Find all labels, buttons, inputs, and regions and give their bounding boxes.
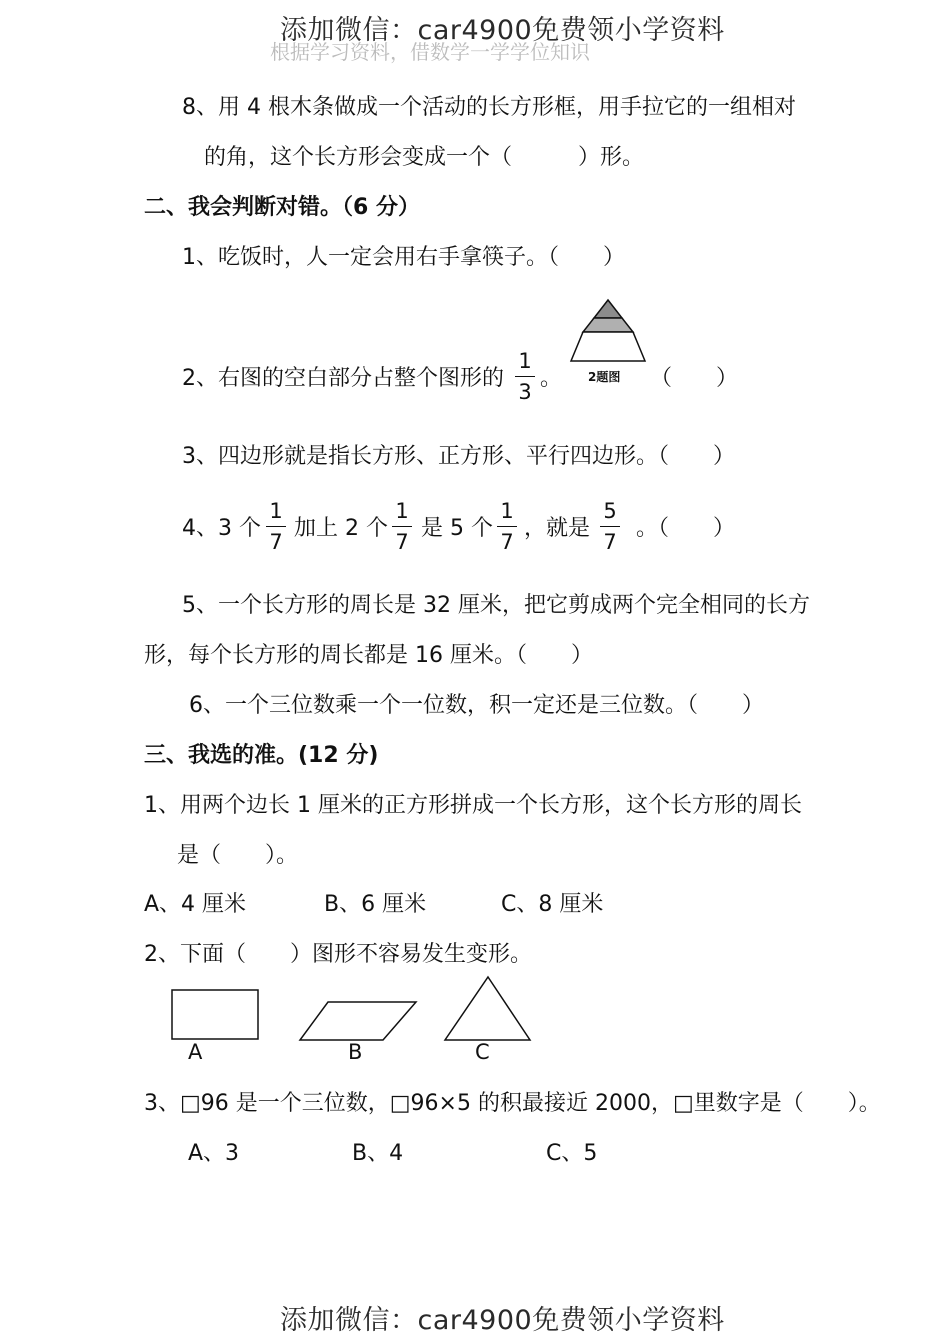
s3-q3: 3、□96 是一个三位数，□96×5 的积最接近 2000，□里数字是（ ）。	[144, 1091, 881, 1116]
s2-q1: 1、吃饭时，人一定会用右手拿筷子。（ ）	[182, 245, 625, 270]
s2-q4-e: 。（ ）	[636, 516, 736, 541]
s2-q2-end: 。	[540, 366, 563, 391]
fraction-bar	[266, 526, 286, 527]
q8-line2: 的角，这个长方形会变成一个（ ）形。	[204, 145, 645, 170]
s2-q6: 6、一个三位数乘一个一位数，积一定还是三位数。（ ）	[189, 693, 764, 718]
fraction-numerator: 1	[269, 499, 283, 523]
s2-q2-paren: （ ）	[650, 366, 739, 391]
fraction-denominator: 7	[603, 530, 617, 554]
s3-q3-option-c: C、5	[546, 1141, 598, 1166]
figure-label: 2题图	[588, 370, 621, 384]
s2-q4-fraction-2	[391, 498, 413, 555]
s3-q1-option-c: C、8 厘米	[501, 892, 604, 917]
s2-q4-d: ，就是	[524, 516, 591, 541]
fraction-denominator: 3	[518, 380, 532, 404]
s2-q2-fraction	[514, 348, 536, 405]
s3-q1-line1: 1、用两个边长 1 厘米的正方形拼成一个长方形，这个长方形的周长	[144, 793, 802, 818]
rectangle-shape	[172, 990, 258, 1039]
s3-q1-line2: 是（ ）。	[177, 843, 299, 868]
s3-q1-option-b: B、6 厘米	[324, 892, 427, 917]
fraction-numerator: 1	[500, 499, 514, 523]
s2-q4-c: 是 5 个	[421, 516, 493, 541]
s2-q5-line2: 形，每个长方形的周长都是 16 厘米。（ ）	[144, 643, 593, 668]
s2-q2-text: 2、右图的空白部分占整个图形的	[182, 366, 504, 391]
fraction-bar	[392, 526, 412, 527]
fraction-denominator: 7	[395, 530, 409, 554]
s2-q4-fraction-4	[599, 498, 621, 555]
triangle-figure	[568, 298, 648, 364]
fraction-numerator: 1	[395, 499, 409, 523]
s3-q1-option-a: A、4 厘米	[144, 892, 247, 917]
s2-q4-b: 加上 2 个	[294, 516, 388, 541]
s3-q3-option-a: A、3	[188, 1141, 240, 1166]
shapes-figure	[168, 972, 538, 1044]
section3-title: 三、我选的准。(12 分)	[144, 743, 379, 768]
s2-q4-a: 4、3 个	[182, 516, 261, 541]
watermark-bottom: 添加微信：car4900免费领小学资料	[280, 1305, 725, 1336]
section2-title: 二、我会判断对错。（6 分）	[144, 195, 420, 220]
fraction-denominator: 7	[500, 530, 514, 554]
q8-line1: 8、用 4 根木条做成一个活动的长方形框，用手拉它的一组相对	[182, 95, 796, 120]
s3-q2: 2、下面（ ）图形不容易发生变形。	[144, 942, 532, 967]
triangle-bottom-band	[571, 332, 645, 361]
shape-label-c: C	[475, 1040, 490, 1064]
triangle-top-band	[594, 300, 622, 318]
triangle-shape	[445, 977, 530, 1040]
s2-q3: 3、四边形就是指长方形、正方形、平行四边形。（ ）	[182, 444, 735, 469]
fraction-denominator: 7	[269, 530, 283, 554]
parallelogram-shape	[300, 1002, 416, 1040]
fraction-numerator: 1	[518, 349, 532, 373]
fraction-numerator: 5	[603, 499, 617, 523]
shape-label-b: B	[348, 1040, 363, 1064]
s2-q5-line1: 5、一个长方形的周长是 32 厘米，把它剪成两个完全相同的长方	[182, 593, 810, 618]
shape-label-a: A	[188, 1040, 203, 1064]
watermark-top: 添加微信：car4900免费领小学资料	[280, 15, 725, 46]
cutoff-top-text: 根据学习资料，借数学一学学位知识	[270, 40, 590, 64]
s3-q3-option-b: B、4	[352, 1141, 404, 1166]
fraction-bar	[600, 526, 620, 527]
triangle-middle-band	[583, 318, 633, 332]
fraction-bar	[515, 376, 535, 377]
fraction-bar	[497, 526, 517, 527]
s2-q4-fraction-1	[265, 498, 287, 555]
s2-q4-fraction-3	[496, 498, 518, 555]
